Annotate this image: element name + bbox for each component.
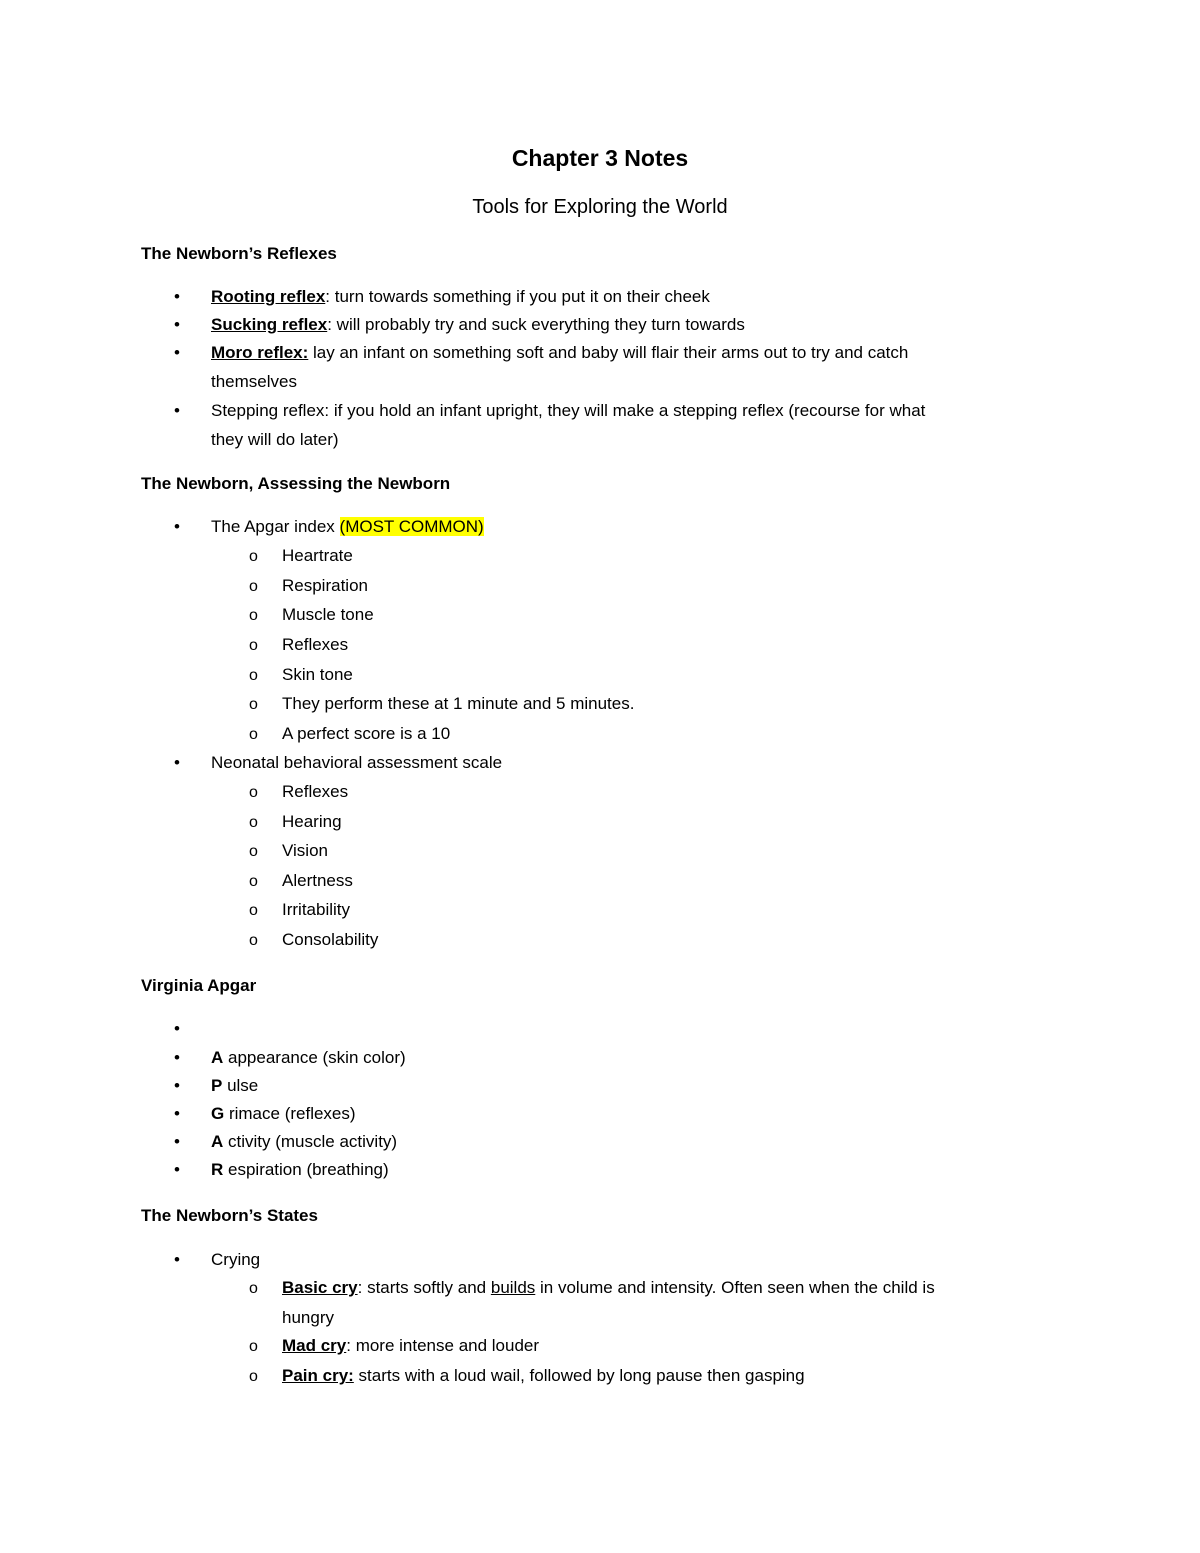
list-item	[211, 343, 908, 363]
bullet-icon: •	[174, 401, 180, 420]
acronym-letter: R	[211, 1160, 224, 1179]
circle-bullet-icon: o	[249, 726, 258, 743]
circle-bullet-icon: o	[249, 814, 258, 831]
circle-bullet-icon: o	[249, 696, 258, 713]
acronym-letter: G	[211, 1104, 225, 1123]
acronym-letter: A	[211, 1048, 224, 1067]
bullet-icon: •	[174, 1076, 180, 1095]
section-heading-virginia-apgar: Virginia Apgar	[141, 976, 257, 995]
item-text: espiration (breathing)	[223, 1160, 389, 1179]
term: Mad cry	[282, 1336, 347, 1355]
circle-bullet-icon: o	[249, 784, 258, 801]
list-item	[211, 1160, 389, 1180]
item-text: The Apgar index	[211, 517, 340, 536]
acronym-letter: A	[211, 1132, 224, 1151]
term: Pain cry:	[282, 1366, 354, 1385]
list-item	[211, 1076, 258, 1096]
list-item: Neonatal behavioral assessment scale	[211, 753, 503, 772]
sub-list-item: Irritability	[282, 900, 351, 919]
acronym-letter: P	[211, 1076, 223, 1095]
item-text: : starts softly and	[357, 1278, 491, 1297]
list-item	[211, 1132, 397, 1152]
bullet-icon: •	[174, 1250, 180, 1269]
highlight-text: (MOST COMMON)	[339, 517, 484, 536]
sub-list-item: Reflexes	[282, 782, 349, 801]
sub-list-item: They perform these at 1 minute and 5 minutes.	[282, 694, 635, 713]
item-text: ulse	[222, 1076, 259, 1095]
list-item	[211, 1048, 406, 1068]
item-continuation: hungry	[282, 1308, 334, 1327]
term: Moro reflex:	[211, 343, 309, 362]
sub-list-item: A perfect score is a 10	[282, 724, 451, 743]
section-heading-assessing: The Newborn, Assessing the Newborn	[141, 474, 451, 493]
term: Sucking reflex	[211, 315, 328, 334]
bullet-icon: •	[174, 1048, 180, 1067]
item-text: ctivity (muscle activity)	[223, 1132, 398, 1151]
sub-list-item: Vision	[282, 841, 328, 860]
page-title: Chapter 3 Notes	[511, 145, 689, 171]
circle-bullet-icon: o	[249, 1338, 258, 1355]
sub-list-item: Muscle tone	[282, 605, 374, 624]
bullet-icon: •	[174, 1160, 180, 1179]
sub-list-item: Heartrate	[282, 546, 353, 565]
circle-bullet-icon: o	[249, 843, 258, 860]
list-item	[211, 517, 484, 537]
bullet-icon: •	[174, 1019, 180, 1038]
bullet-icon: •	[174, 517, 180, 536]
circle-bullet-icon: o	[249, 607, 258, 624]
underlined-text: builds	[490, 1278, 536, 1297]
bullet-icon: •	[174, 287, 180, 306]
circle-bullet-icon: o	[249, 578, 258, 595]
item-text: : turn towards something if you put it on their cheek	[325, 287, 710, 306]
sub-list-item	[282, 1278, 935, 1298]
circle-bullet-icon: o	[249, 637, 258, 654]
circle-bullet-icon: o	[249, 902, 258, 919]
item-text: appearance (skin color)	[223, 1048, 406, 1067]
bullet-icon: •	[174, 1132, 180, 1151]
circle-bullet-icon: o	[249, 873, 258, 890]
circle-bullet-icon: o	[249, 548, 258, 565]
bullet-icon: •	[174, 1104, 180, 1123]
list-item	[211, 315, 745, 335]
item-text: : will probably try and suck everything they turn towards	[327, 315, 745, 334]
sub-list-item	[282, 1336, 539, 1356]
item-continuation: they will do later)	[211, 430, 339, 449]
item-text: rimace (reflexes)	[224, 1104, 356, 1123]
section-heading-states: The Newborn’s States	[141, 1206, 318, 1225]
item-continuation: themselves	[211, 372, 297, 391]
page-subtitle: Tools for Exploring the World	[472, 196, 728, 218]
sub-list-item: Hearing	[282, 812, 342, 831]
circle-bullet-icon: o	[249, 1368, 258, 1385]
list-item: Stepping reflex: if you hold an infant upright, they will make a stepping reflex (recourse for what	[211, 401, 926, 420]
list-item	[211, 287, 710, 307]
bullet-icon: •	[174, 343, 180, 362]
item-text: : more intense and louder	[346, 1336, 540, 1355]
sub-list-item: Alertness	[282, 871, 353, 890]
circle-bullet-icon: o	[249, 1280, 258, 1297]
item-text: lay an infant on something soft and baby will flair their arms out to try and catch	[308, 343, 909, 362]
bullet-icon: •	[174, 753, 180, 772]
sub-list-item: Respiration	[282, 576, 368, 595]
sub-list-item: Consolability	[282, 930, 379, 949]
sub-list-item: Skin tone	[282, 665, 353, 684]
list-item	[211, 1104, 356, 1124]
term: Basic cry	[282, 1278, 358, 1297]
bullet-icon: •	[174, 315, 180, 334]
sub-list-item: Reflexes	[282, 635, 349, 654]
item-text: in volume and intensity. Often seen when the child is	[535, 1278, 935, 1297]
sub-list-item	[282, 1366, 805, 1386]
circle-bullet-icon: o	[249, 667, 258, 684]
section-heading-reflexes: The Newborn’s Reflexes	[141, 244, 337, 263]
list-item: Crying	[211, 1250, 261, 1269]
term: Rooting reflex	[211, 287, 326, 306]
item-text: starts with a loud wail, followed by long pause then gasping	[353, 1366, 805, 1385]
circle-bullet-icon: o	[249, 932, 258, 949]
